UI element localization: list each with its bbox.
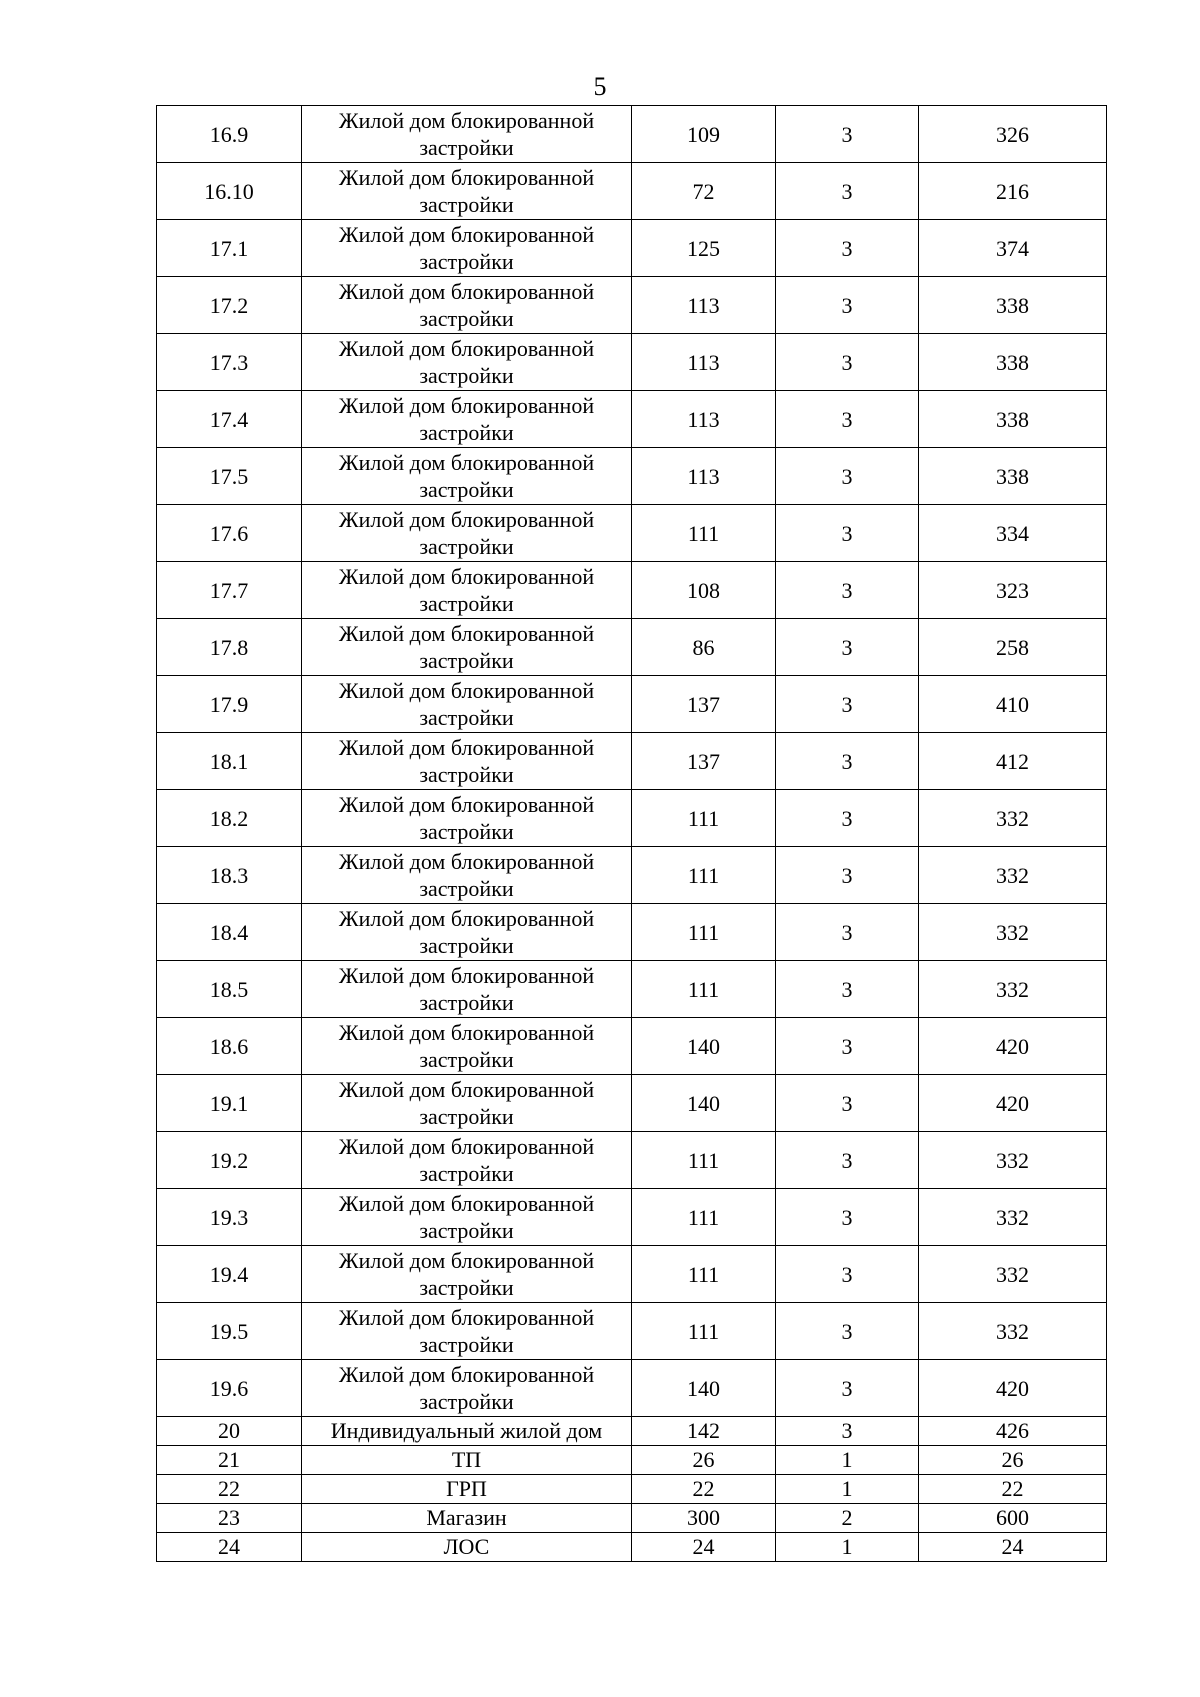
cell-area: 140 xyxy=(632,1075,776,1132)
name-line-2: застройки xyxy=(419,1161,514,1186)
cell-count: 3 xyxy=(776,790,919,847)
table-row xyxy=(157,1533,1107,1562)
cell-name xyxy=(302,619,632,676)
cell-count: 3 xyxy=(776,1246,919,1303)
cell-total: 332 xyxy=(919,961,1107,1018)
cell-number: 19.6 xyxy=(157,1360,302,1417)
cell-name xyxy=(302,562,632,619)
name-line-2: застройки xyxy=(419,477,514,502)
cell-area: 111 xyxy=(632,961,776,1018)
cell-area: 111 xyxy=(632,1246,776,1303)
name-line-1: Жилой дом блокированной xyxy=(338,165,595,190)
cell-total: 426 xyxy=(919,1417,1107,1446)
cell-total: 420 xyxy=(919,1018,1107,1075)
cell-area: 137 xyxy=(632,676,776,733)
table-row xyxy=(157,391,1107,448)
cell-count: 3 xyxy=(776,1417,919,1446)
name-line-2: застройки xyxy=(419,1104,514,1129)
cell-name xyxy=(302,904,632,961)
name-line-2: застройки xyxy=(419,1389,514,1414)
name-line-2: застройки xyxy=(419,249,514,274)
name-line-1: Жилой дом блокированной xyxy=(338,393,595,418)
cell-count: 3 xyxy=(776,505,919,562)
cell-total: 600 xyxy=(919,1504,1107,1533)
table-row xyxy=(157,1246,1107,1303)
page-number: 5 xyxy=(593,72,607,101)
cell-area: 22 xyxy=(632,1475,776,1504)
name-line-2: застройки xyxy=(419,591,514,616)
cell-number: 18.4 xyxy=(157,904,302,961)
table-row xyxy=(157,619,1107,676)
cell-name xyxy=(302,676,632,733)
cell-name xyxy=(302,1475,632,1504)
cell-area: 111 xyxy=(632,847,776,904)
cell-area: 113 xyxy=(632,391,776,448)
cell-number: 18.5 xyxy=(157,961,302,1018)
cell-number: 17.5 xyxy=(157,448,302,505)
cell-count: 3 xyxy=(776,1132,919,1189)
name-line-1: Жилой дом блокированной xyxy=(338,792,595,817)
cell-total: 332 xyxy=(919,847,1107,904)
cell-number: 18.2 xyxy=(157,790,302,847)
cell-name xyxy=(302,448,632,505)
cell-name xyxy=(302,733,632,790)
cell-count: 3 xyxy=(776,106,919,163)
table-row xyxy=(157,277,1107,334)
cell-total: 334 xyxy=(919,505,1107,562)
cell-number: 19.2 xyxy=(157,1132,302,1189)
cell-total: 332 xyxy=(919,1132,1107,1189)
cell-number: 17.3 xyxy=(157,334,302,391)
name-line-2: застройки xyxy=(419,135,514,160)
cell-count: 2 xyxy=(776,1504,919,1533)
table-row xyxy=(157,562,1107,619)
cell-count: 3 xyxy=(776,619,919,676)
name-line-1: Жилой дом блокированной xyxy=(338,450,595,475)
cell-total: 26 xyxy=(919,1446,1107,1475)
name-line-1: Жилой дом блокированной xyxy=(338,678,595,703)
name-line-2: застройки xyxy=(419,876,514,901)
cell-area: 113 xyxy=(632,277,776,334)
name-line-1: Жилой дом блокированной xyxy=(338,1305,595,1330)
cell-count: 3 xyxy=(776,562,919,619)
cell-count: 1 xyxy=(776,1533,919,1562)
cell-name xyxy=(302,505,632,562)
cell-number: 17.4 xyxy=(157,391,302,448)
name-line-1: Жилой дом блокированной xyxy=(338,564,595,589)
cell-area: 72 xyxy=(632,163,776,220)
table-row xyxy=(157,1360,1107,1417)
name-line-2: застройки xyxy=(419,1218,514,1243)
cell-number: 18.1 xyxy=(157,733,302,790)
cell-total: 332 xyxy=(919,790,1107,847)
name-line-1: Жилой дом блокированной xyxy=(338,222,595,247)
cell-area: 111 xyxy=(632,790,776,847)
name-line-1: ГРП xyxy=(446,1476,487,1501)
table-body xyxy=(157,106,1107,1562)
cell-name xyxy=(302,1504,632,1533)
table-row xyxy=(157,676,1107,733)
cell-number: 17.9 xyxy=(157,676,302,733)
table-row xyxy=(157,505,1107,562)
table-row xyxy=(157,1446,1107,1475)
cell-name xyxy=(302,1189,632,1246)
cell-count: 3 xyxy=(776,334,919,391)
name-line-1: Жилой дом блокированной xyxy=(338,1077,595,1102)
cell-name xyxy=(302,1075,632,1132)
cell-area: 111 xyxy=(632,1189,776,1246)
cell-area: 24 xyxy=(632,1533,776,1562)
cell-count: 3 xyxy=(776,961,919,1018)
cell-total: 323 xyxy=(919,562,1107,619)
name-line-2: застройки xyxy=(419,1275,514,1300)
cell-count: 3 xyxy=(776,1189,919,1246)
cell-name xyxy=(302,1417,632,1446)
table-row xyxy=(157,1075,1107,1132)
cell-number: 17.2 xyxy=(157,277,302,334)
table-row xyxy=(157,1018,1107,1075)
cell-number: 19.1 xyxy=(157,1075,302,1132)
cell-name xyxy=(302,106,632,163)
cell-count: 3 xyxy=(776,1075,919,1132)
name-line-1: Жилой дом блокированной xyxy=(338,1020,595,1045)
name-line-2: застройки xyxy=(419,1332,514,1357)
cell-count: 3 xyxy=(776,1360,919,1417)
cell-count: 3 xyxy=(776,1018,919,1075)
name-line-1: Жилой дом блокированной xyxy=(338,963,595,988)
table-row xyxy=(157,448,1107,505)
cell-name xyxy=(302,1533,632,1562)
cell-total: 332 xyxy=(919,1246,1107,1303)
table-row xyxy=(157,847,1107,904)
name-line-1: Магазин xyxy=(426,1505,507,1530)
cell-name xyxy=(302,961,632,1018)
cell-total: 410 xyxy=(919,676,1107,733)
name-line-1: Жилой дом блокированной xyxy=(338,906,595,931)
cell-count: 3 xyxy=(776,277,919,334)
table-row xyxy=(157,733,1107,790)
name-line-1: Жилой дом блокированной xyxy=(338,279,595,304)
cell-total: 338 xyxy=(919,391,1107,448)
cell-total: 258 xyxy=(919,619,1107,676)
cell-total: 332 xyxy=(919,904,1107,961)
cell-area: 137 xyxy=(632,733,776,790)
cell-total: 420 xyxy=(919,1075,1107,1132)
table-row xyxy=(157,163,1107,220)
cell-number: 21 xyxy=(157,1446,302,1475)
cell-area: 111 xyxy=(632,904,776,961)
name-line-2: застройки xyxy=(419,420,514,445)
table-row xyxy=(157,220,1107,277)
table-row xyxy=(157,334,1107,391)
cell-number: 18.6 xyxy=(157,1018,302,1075)
cell-total: 338 xyxy=(919,448,1107,505)
cell-name xyxy=(302,1303,632,1360)
table-row xyxy=(157,961,1107,1018)
cell-area: 140 xyxy=(632,1018,776,1075)
cell-number: 19.5 xyxy=(157,1303,302,1360)
cell-total: 22 xyxy=(919,1475,1107,1504)
cell-area: 113 xyxy=(632,448,776,505)
cell-count: 3 xyxy=(776,733,919,790)
cell-area: 26 xyxy=(632,1446,776,1475)
name-line-2: застройки xyxy=(419,762,514,787)
table-row xyxy=(157,904,1107,961)
name-line-1: Индивидуальный жилой дом xyxy=(330,1418,603,1443)
cell-total: 338 xyxy=(919,277,1107,334)
table-row xyxy=(157,106,1107,163)
cell-total: 332 xyxy=(919,1189,1107,1246)
cell-number: 22 xyxy=(157,1475,302,1504)
name-line-1: Жилой дом блокированной xyxy=(338,1362,595,1387)
table-row xyxy=(157,1189,1107,1246)
name-line-2: застройки xyxy=(419,990,514,1015)
cell-name xyxy=(302,1360,632,1417)
cell-number: 17.8 xyxy=(157,619,302,676)
cell-area: 142 xyxy=(632,1417,776,1446)
name-line-1: Жилой дом блокированной xyxy=(338,849,595,874)
cell-name xyxy=(302,277,632,334)
cell-count: 3 xyxy=(776,1303,919,1360)
name-line-1: Жилой дом блокированной xyxy=(338,507,595,532)
cell-number: 17.7 xyxy=(157,562,302,619)
name-line-1: Жилой дом блокированной xyxy=(338,108,595,133)
cell-area: 111 xyxy=(632,1132,776,1189)
name-line-1: Жилой дом блокированной xyxy=(338,1134,595,1159)
cell-area: 108 xyxy=(632,562,776,619)
cell-total: 326 xyxy=(919,106,1107,163)
cell-number: 24 xyxy=(157,1533,302,1562)
cell-number: 16.10 xyxy=(157,163,302,220)
cell-total: 216 xyxy=(919,163,1107,220)
name-line-2: застройки xyxy=(419,648,514,673)
cell-name xyxy=(302,391,632,448)
name-line-1: Жилой дом блокированной xyxy=(338,336,595,361)
cell-area: 86 xyxy=(632,619,776,676)
cell-name xyxy=(302,220,632,277)
name-line-1: Жилой дом блокированной xyxy=(338,621,595,646)
cell-name xyxy=(302,790,632,847)
cell-area: 111 xyxy=(632,1303,776,1360)
buildings-table xyxy=(156,105,1107,1562)
cell-number: 19.3 xyxy=(157,1189,302,1246)
cell-name xyxy=(302,847,632,904)
table-row xyxy=(157,1475,1107,1504)
cell-total: 24 xyxy=(919,1533,1107,1562)
cell-number: 18.3 xyxy=(157,847,302,904)
cell-total: 420 xyxy=(919,1360,1107,1417)
cell-name xyxy=(302,1446,632,1475)
cell-count: 3 xyxy=(776,676,919,733)
cell-area: 109 xyxy=(632,106,776,163)
name-line-1: Жилой дом блокированной xyxy=(338,1191,595,1216)
cell-number: 17.1 xyxy=(157,220,302,277)
cell-total: 338 xyxy=(919,334,1107,391)
cell-count: 3 xyxy=(776,163,919,220)
name-line-2: застройки xyxy=(419,819,514,844)
cell-count: 3 xyxy=(776,448,919,505)
table-row xyxy=(157,1417,1107,1446)
cell-total: 374 xyxy=(919,220,1107,277)
table-row xyxy=(157,1303,1107,1360)
cell-number: 23 xyxy=(157,1504,302,1533)
cell-area: 113 xyxy=(632,334,776,391)
cell-count: 3 xyxy=(776,220,919,277)
name-line-2: застройки xyxy=(419,705,514,730)
cell-count: 3 xyxy=(776,391,919,448)
cell-name xyxy=(302,1246,632,1303)
name-line-1: Жилой дом блокированной xyxy=(338,735,595,760)
cell-area: 140 xyxy=(632,1360,776,1417)
name-line-2: застройки xyxy=(419,933,514,958)
name-line-2: застройки xyxy=(419,306,514,331)
cell-number: 19.4 xyxy=(157,1246,302,1303)
cell-area: 300 xyxy=(632,1504,776,1533)
cell-name xyxy=(302,334,632,391)
cell-count: 1 xyxy=(776,1446,919,1475)
name-line-2: застройки xyxy=(419,1047,514,1072)
cell-count: 1 xyxy=(776,1475,919,1504)
cell-number: 16.9 xyxy=(157,106,302,163)
cell-name xyxy=(302,163,632,220)
name-line-2: застройки xyxy=(419,192,514,217)
cell-area: 111 xyxy=(632,505,776,562)
cell-area: 125 xyxy=(632,220,776,277)
cell-count: 3 xyxy=(776,904,919,961)
name-line-1: Жилой дом блокированной xyxy=(338,1248,595,1273)
cell-name xyxy=(302,1018,632,1075)
table-row xyxy=(157,790,1107,847)
name-line-2: застройки xyxy=(419,534,514,559)
name-line-1: ТП xyxy=(451,1447,482,1472)
name-line-1: ЛОС xyxy=(443,1534,490,1559)
cell-total: 412 xyxy=(919,733,1107,790)
cell-count: 3 xyxy=(776,847,919,904)
cell-number: 20 xyxy=(157,1417,302,1446)
table-row xyxy=(157,1132,1107,1189)
name-line-2: застройки xyxy=(419,363,514,388)
cell-total: 332 xyxy=(919,1303,1107,1360)
cell-name xyxy=(302,1132,632,1189)
cell-number: 17.6 xyxy=(157,505,302,562)
table-row xyxy=(157,1504,1107,1533)
